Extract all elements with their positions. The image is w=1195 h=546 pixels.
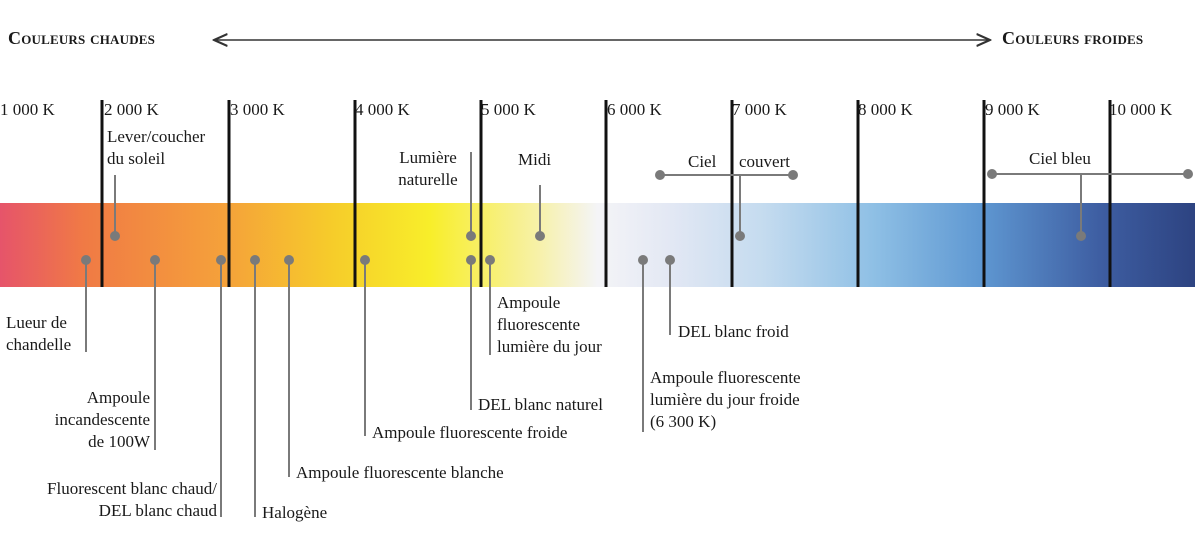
natural-led-dot [466,255,476,265]
overcast-label-word1: Ciel [688,152,717,171]
tick-label-5000: 5 000 K [481,100,536,119]
candle-label [6,312,71,356]
tick-label-1000: 1 000 K [0,100,55,119]
daylight-label-line1: Lumière [399,148,457,167]
tick-label-3000: 3 000 K [230,100,285,119]
daylight-label [388,147,468,191]
halogen-label: Halogène [262,503,328,522]
cold-led-label: DEL blanc froid [678,322,789,341]
warm-fluo-label [4,478,217,522]
sunrise-label-line2: du soleil [107,149,166,168]
tick-label-7000: 7 000 K [732,100,787,119]
natural-led-label: DEL blanc naturel [478,395,603,414]
day-fluo-label-line1: Ampoule [497,293,561,312]
halogen-dot [250,255,260,265]
cold-day-fluo-label-line3: (6 300 K) [650,412,717,431]
day-fluo-label-line3: lumière du jour [497,337,602,356]
blue-sky-label: Ciel bleu [1029,149,1091,168]
day-fluo-label-line2: fluorescente [497,315,581,334]
tick-label-2000: 2 000 K [104,100,159,119]
sunrise-dot [110,231,120,241]
warm-fluo-label-line2: DEL blanc chaud [98,501,217,520]
tick-label-10000: 10 000 K [1109,100,1173,119]
cold-colors-heading: Couleurs froides [1002,28,1144,48]
sunrise-label-line1: Lever/coucher [107,127,206,146]
cold-day-fluo-label-line2: lumière du jour froide [650,390,800,409]
tick-label-6000: 6 000 K [607,100,662,119]
daylight-dot [466,231,476,241]
bluesky-range-start-dot [987,169,997,179]
day-fluo-dot [485,255,495,265]
candle-label-line1: Lueur de [6,313,67,332]
sunrise-label [107,126,205,170]
overcast-range-start-dot [655,170,665,180]
incandescent-label [30,387,150,453]
bluesky-dot [1076,231,1086,241]
daylight-label-line2: naturelle [398,170,458,189]
tick-label-8000: 8 000 K [858,100,913,119]
white-fluo-dot [284,255,294,265]
cold-fluo-label: Ampoule fluorescente froide [372,423,568,442]
incandescent-label-line3: de 100W [88,432,150,451]
tick-label-4000: 4 000 K [355,100,410,119]
cold-day-fluo-label-line1: Ampoule fluorescente [650,368,801,387]
day-fluo-label [497,292,602,358]
cold-day-fluo-dot [638,255,648,265]
overcast-dot [735,231,745,241]
cold-day-fluo-label [650,367,801,433]
noon-dot [535,231,545,241]
warm-colors-heading: Couleurs chaudes [8,28,156,48]
spectrum-bar [0,203,1195,287]
white-fluo-label: Ampoule fluorescente blanche [296,463,504,482]
bluesky-range-end-dot [1183,169,1193,179]
warm-fluo-label-line1: Fluorescent blanc chaud/ [47,479,217,498]
incandescent-label-line2: incandescente [54,410,150,429]
warm-fluo-dot [216,255,226,265]
candle-label-line2: chandelle [6,335,72,354]
candle-dot [81,255,91,265]
cold-fluo-dot [360,255,370,265]
incandescent-dot [150,255,160,265]
incandescent-label-line1: Ampoule [86,388,150,407]
overcast-label-word2: couvert [739,152,790,171]
noon-label: Midi [518,150,552,169]
cold-led-dot [665,255,675,265]
tick-label-9000: 9 000 K [985,100,1040,119]
